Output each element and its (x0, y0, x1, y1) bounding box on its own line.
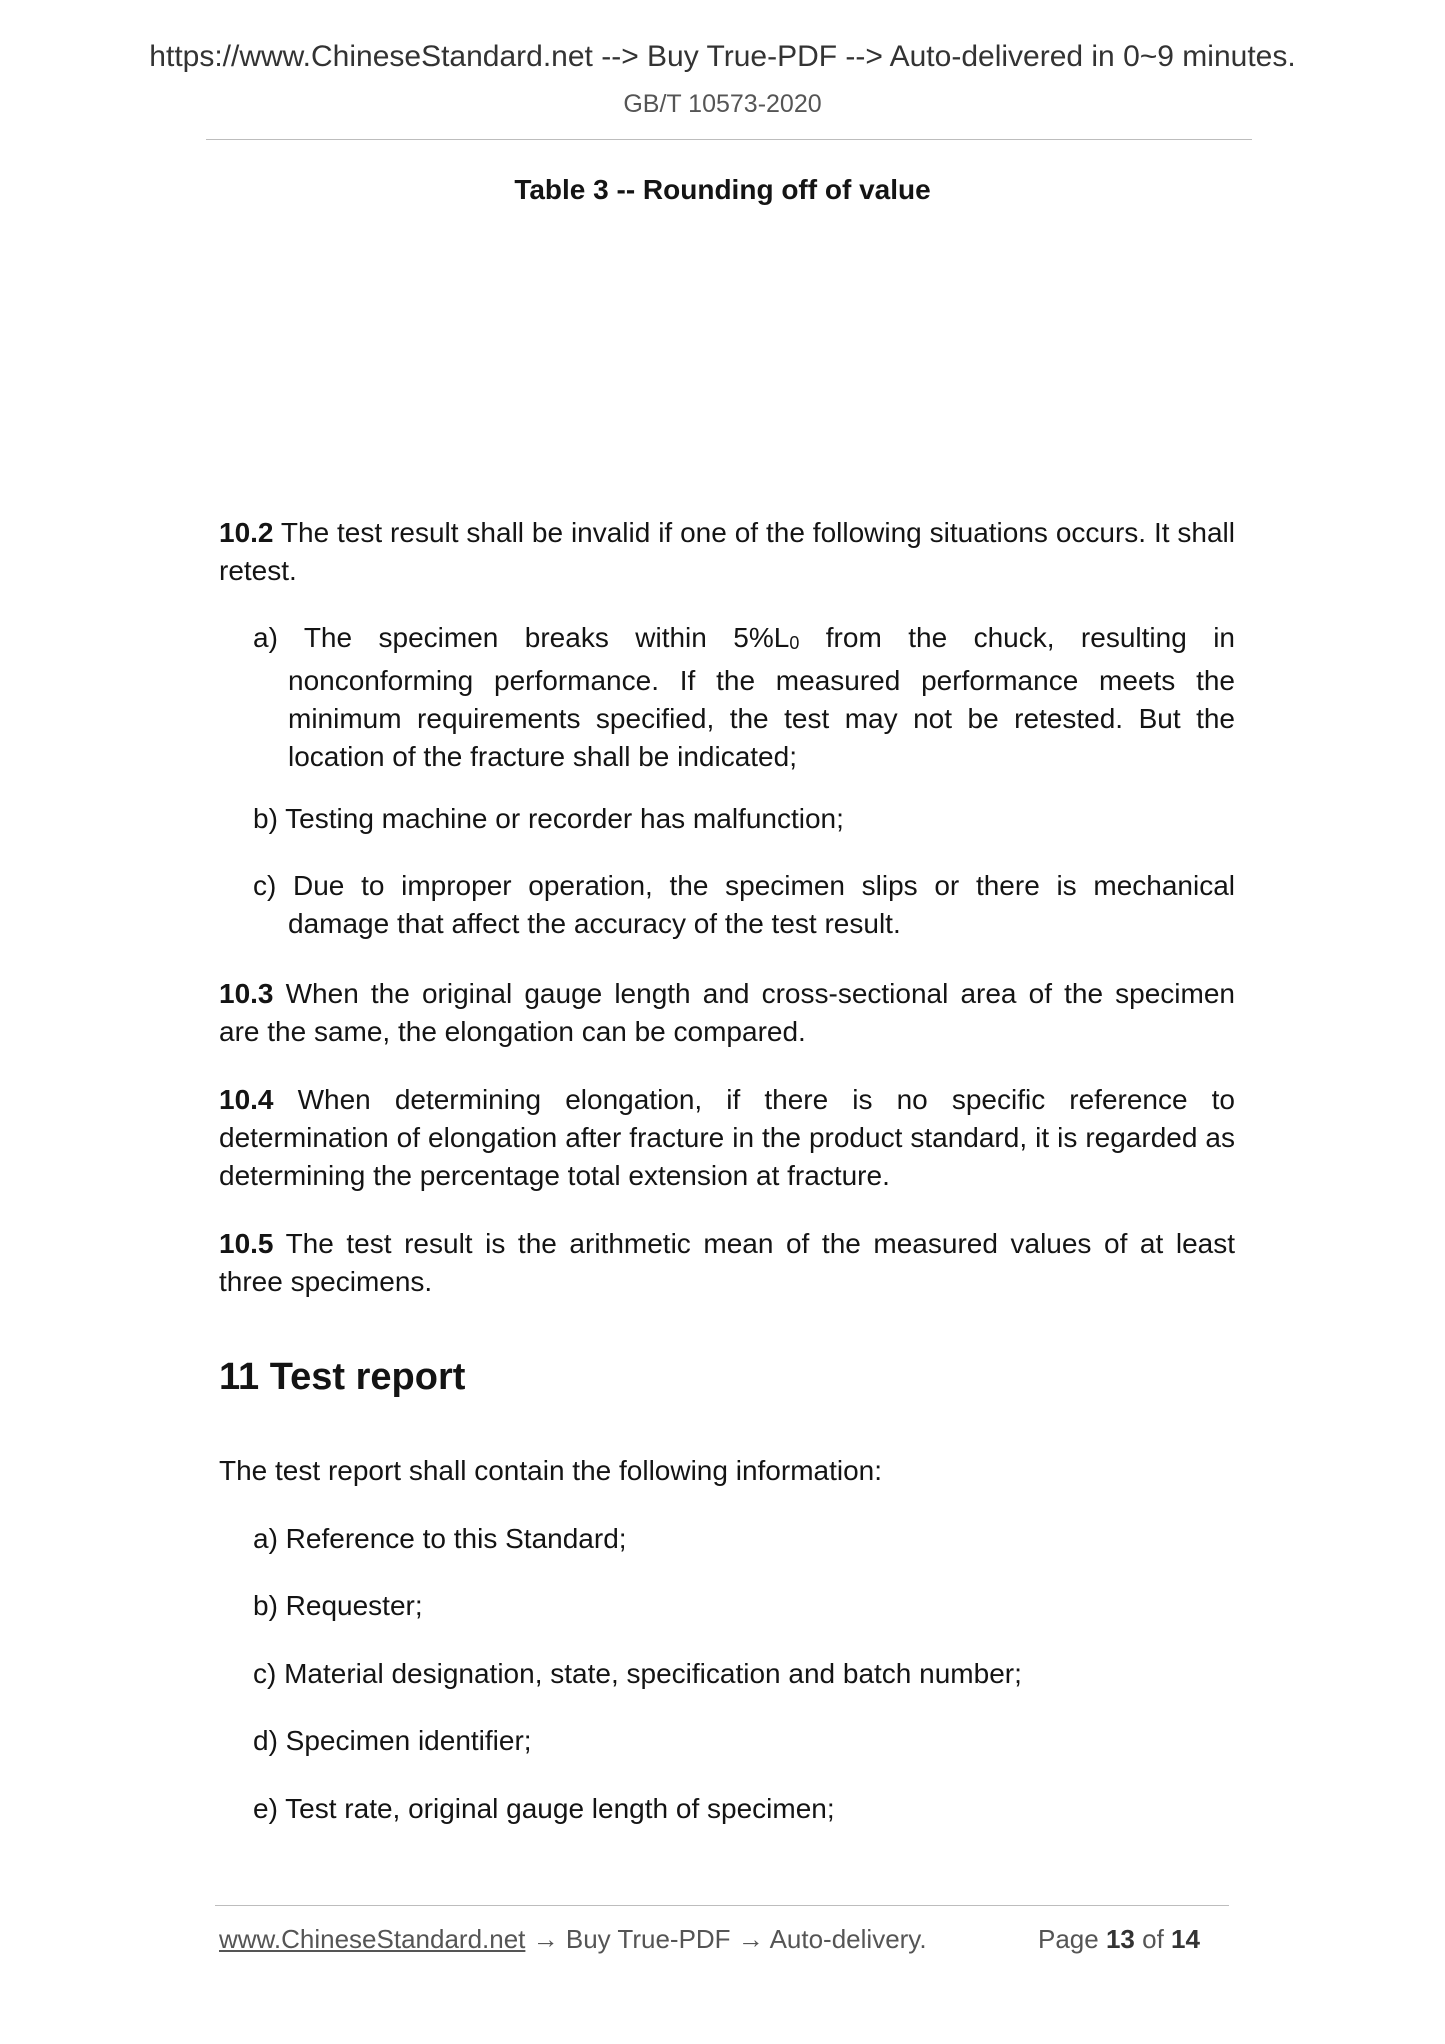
footer-link[interactable]: www.ChineseStandard.net (219, 1924, 526, 1954)
list-item-a (253, 619, 1235, 776)
section-intro: The test report shall contain the following information: (219, 1455, 883, 1486)
report-item-c: c) Material designation, state, specification and batch number; (253, 1658, 1022, 1689)
clause-text: When determining elongation, if there is no specific reference to determination of elongation after fracture in the product standard, it is regarded as determining the percentage total extension at fracture. (219, 1084, 1235, 1191)
clause-10-2 (219, 514, 1235, 590)
page-indicator: Page 13 of 14 (1038, 1924, 1200, 1954)
list-item-continuation: nonconforming performance. If the measured performance meets the minimum requirements specified, the test may not be retested. But the location of the fracture shall be indicated; (288, 665, 1235, 772)
clause-text: The test result is the arithmetic mean of the measured values of at least three specimens. (219, 1228, 1235, 1297)
total-pages: 14 (1171, 1924, 1200, 1954)
report-item-a: a) Reference to this Standard; (253, 1523, 627, 1554)
list-item-c (253, 867, 1235, 943)
clause-10-4 (219, 1081, 1235, 1195)
clause-number: 10.5 (219, 1228, 274, 1259)
report-item-b: b) Requester; (253, 1590, 423, 1621)
clause-number: 10.4 (219, 1084, 274, 1115)
clause-10-3 (219, 975, 1235, 1051)
subscript-zero: 0 (789, 633, 800, 653)
report-item-d: d) Specimen identifier; (253, 1725, 532, 1756)
clause-number: 10.2 (219, 517, 274, 548)
footer-divider (215, 1905, 1229, 1906)
clause-text: The test result shall be invalid if one of the following situations occurs. It shall retest. (219, 517, 1235, 586)
current-page: 13 (1105, 1924, 1135, 1954)
list-item-first-line: c) Due to improper operation, the specimen slips or there is mechanical (253, 870, 1235, 901)
footer-promo (219, 1924, 927, 1955)
clause-number: 10.3 (219, 978, 274, 1009)
top-banner-link[interactable]: https://www.ChineseStandard.net --> Buy True-PDF --> Auto-delivered in 0~9 minutes. (149, 40, 1296, 73)
table-title: Table 3 -- Rounding off of value (514, 174, 931, 205)
section-heading-test-report: 11 Test report (219, 1356, 466, 1398)
list-item-first-line: a) The specimen breaks within $5\%L_0$ from the chuck, resulting in (253, 622, 1235, 653)
header-divider (206, 139, 1252, 140)
clause-10-5 (219, 1225, 1235, 1301)
footer-promo-text: → Buy True-PDF → Auto-delivery. (525, 1924, 927, 1954)
list-item-continuation: damage that affect the accuracy of the test result. (288, 908, 901, 939)
document-code: GB/T 10573-2020 (623, 90, 822, 118)
clause-text: When the original gauge length and cross-sectional area of the specimen are the same, the elongation can be compared. (219, 978, 1235, 1047)
report-item-e: e) Test rate, original gauge length of specimen; (253, 1793, 835, 1824)
list-item-b: b) Testing machine or recorder has malfunction; (253, 803, 844, 834)
